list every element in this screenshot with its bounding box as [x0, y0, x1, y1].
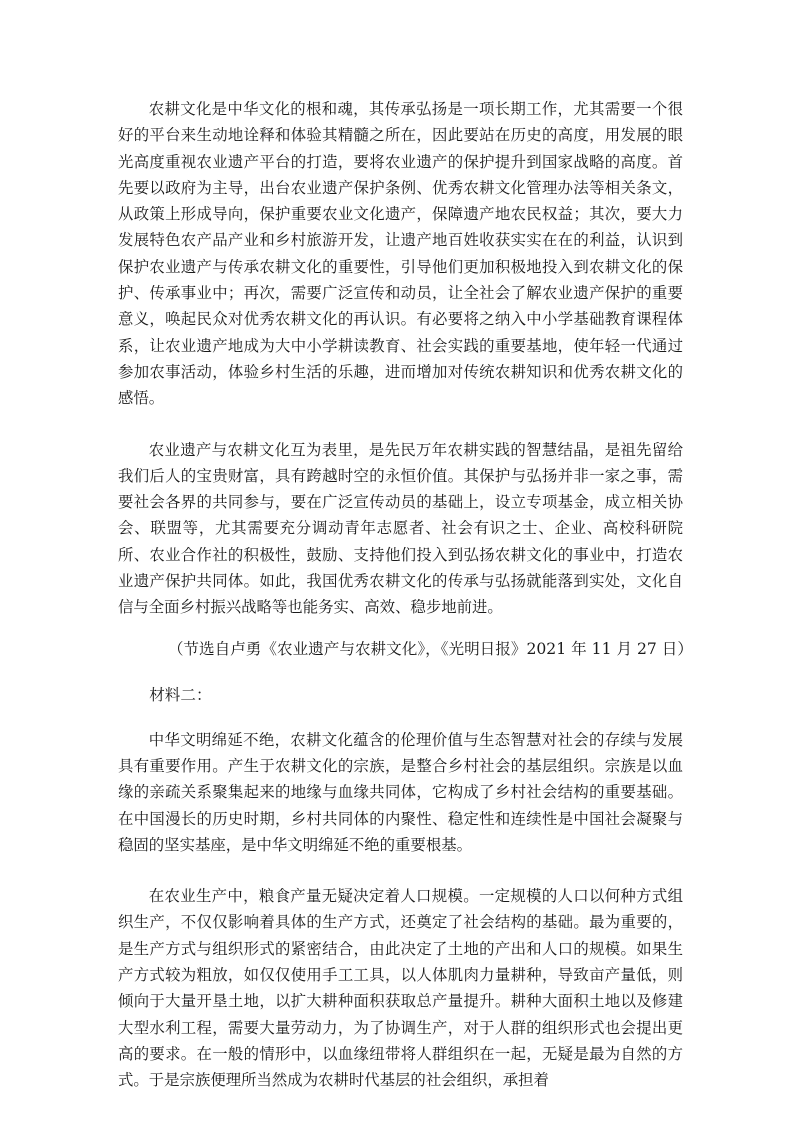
document-page [118, 96, 693, 1094]
source-citation: （节选自卢勇《农业遗产与农耕文化》，《光明日报》2021 年 11 月 27 日） [167, 639, 693, 658]
paragraph-1: 农耕文化是中华文化的根和魂，其传承弘扬是一项长期工作，尤其需要一个很好的平台来生动地诠释和体验其精髓之所在，因此要站在历史的高度，用发展的眼光高度重视农业遗产平台的打造，要将农业遗产的保护提升到国家战略的高度。首先要以政府为主导，出台农业遗产保护条例、优秀农耕文化管理办法等相关条文，从政策上形成导向，保护重要农业文化遗产，保障遗产地农民权益；其次，要大力发展特色农产品产业和乡村旅游开发，让遗产地百姓收获实实在在的利益，认识到保护农业遗产与传承农耕文化的重要性，引导他们更加积极地投入到农耕文化的保护、传承事业中；再次，需要广泛宣传和动员，让全社会了解农业遗产保护的重要意义，唤起民众对优秀农耕文化的再认识。有必要将之纳入中小学基础教育课程体系，让农业遗产地成为大中小学耕读教育、社会实践的重要基地，使年轻一代通过参加农事活动，体验乡村生活的乐趣，进而增加对传统农耕知识和优秀农耕文化的感悟。 [118, 100, 683, 408]
material-two-label: 材料二： [149, 685, 212, 704]
paragraph-3: 中华文明绵延不绝，农耕文化蕴含的伦理价值与生态智慧对社会的存续与发展具有重要作用。产生于农耕文化的宗族，是整合乡村社会的基层组织。宗族是以血缘的亲疏关系聚集起来的地缘与血缘共同体，它构成了乡村社会结构的重要基础。在中国漫长的历史时期，乡村共同体的内聚性、稳定性和连续性是中国社会凝聚与稳固的坚实基座，是中华文明绵延不绝的重要根基。 [118, 730, 683, 854]
paragraph-4: 在农业生产中，粮食产量无疑决定着人口规模。一定规模的人口以何种方式组织生产，不仅仅影响着具体的生产方式，还奠定了社会结构的基础。最为重要的，是生产方式与组织形式的紧密结合，由此决定了土地的产出和人口的规模。如果生产方式较为粗放，如仅仅使用手工工具，以人体肌肉力量耕种，导致亩产量低，则倾向于大量开垦土地，以扩大耕种面积获取总产量提升。耕种大面积土地以及修建大型水利工程，需要大量劳动力，为了协调生产，对于人群的组织形式也会提出更高的要求。在一般的情形中，以血缘纽带将人群组织在一起，无疑是最为自然的方式。于是宗族便理所当然成为农耕时代基层的社会组织，承担着 [118, 887, 683, 1090]
paragraph-2: 农业遗产与农耕文化互为表里，是先民万年农耕实践的智慧结晶，是祖先留给我们后人的宝贵财富，具有跨越时空的永恒价值。其保护与弘扬并非一家之事，需要社会各界的共同参与，要在广泛宣传动员的基础上，设立专项基金，成立相关协会、联盟等，尤其需要充分调动青年志愿者、社会有识之士、企业、高校科研院所、农业合作社的积极性，鼓励、支持他们投入到弘扬农耕文化的事业中，打造农业遗产保护共同体。如此，我国优秀农耕文化的传承与弘扬就能落到实处，文化自信与全面乡村振兴战略等也能务实、高效、稳步地前进。 [118, 440, 683, 617]
